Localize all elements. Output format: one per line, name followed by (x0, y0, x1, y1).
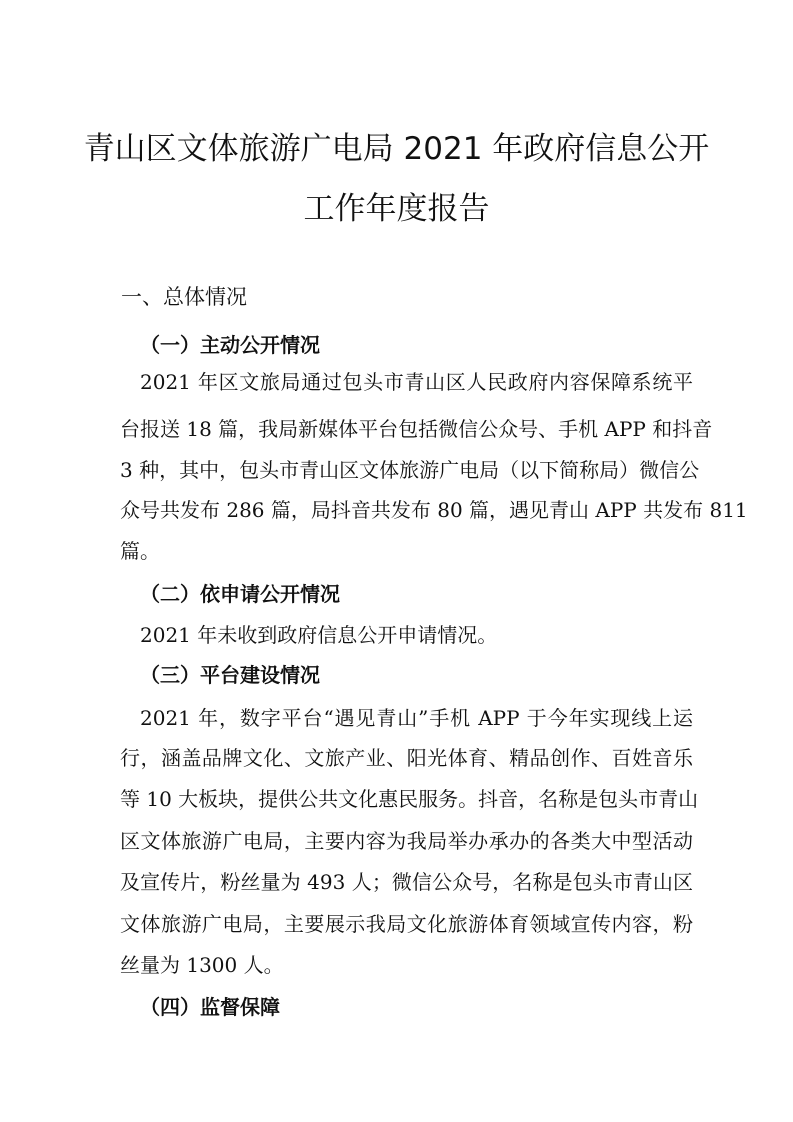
subsection-heading-request-disclosure: （二）依申请公开情况 (140, 582, 340, 606)
paragraph-line: 文体旅游广电局，主要展示我局文化旅游体育领域宣传内容，粉 (120, 912, 693, 936)
subsection-heading-proactive-disclosure: （一）主动公开情况 (140, 333, 320, 357)
section-heading-overview: 一、总体情况 (121, 285, 247, 309)
paragraph-line: 区文体旅游广电局，主要内容为我局举办承办的各类大中型活动 (120, 829, 693, 853)
subsection-heading-platform-construction: （三）平台建设情况 (140, 663, 320, 687)
paragraph-line: 众号共发布 286 篇，局抖音共发布 80 篇，遇见青山 APP 共发布 811 (120, 498, 748, 522)
paragraph-line: 台报送 18 篇，我局新媒体平台包括微信公众号、手机 APP 和抖音 (120, 417, 713, 441)
paragraph-line: 等 10 大板块，提供公共文化惠民服务。抖音，名称是包头市青山 (120, 787, 699, 811)
paragraph-line: 2021 年未收到政府信息公开申请情况。 (140, 623, 498, 647)
paragraph-line: 丝量为 1300 人。 (120, 953, 284, 977)
document-title-line1: 青山区文体旅游广电局 2021 年政府信息公开 (83, 131, 710, 167)
paragraph-line: 行，涵盖品牌文化、文旅产业、阳光体育、精品创作、百姓音乐 (120, 746, 693, 770)
paragraph-line: 篇。 (120, 539, 160, 563)
subsection-heading-supervision: （四）监督保障 (140, 995, 280, 1019)
paragraph-line: 及宣传片，粉丝量为 493 人；微信公众号，名称是包头市青山区 (120, 870, 693, 894)
paragraph-line: 2021 年区文旅局通过包头市青山区人民政府内容保障系统平 (140, 370, 693, 394)
paragraph-line: 2021 年，数字平台“遇见青山”手机 APP 于今年实现线上运 (140, 706, 693, 730)
document-title-line2: 工作年度报告 (303, 191, 490, 227)
paragraph-line: 3 种，其中，包头市青山区文体旅游广电局（以下简称局）微信公 (120, 458, 700, 482)
